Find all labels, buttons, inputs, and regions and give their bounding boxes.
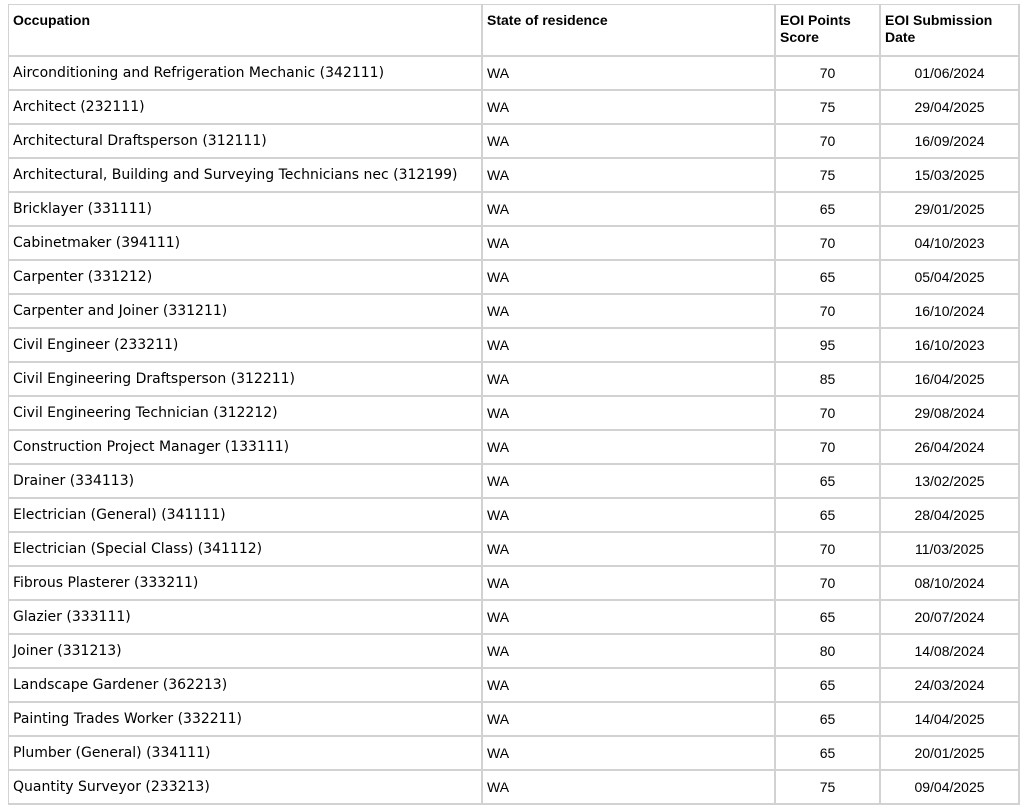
occupation-cell: Carpenter and Joiner (331211): [9, 295, 483, 329]
table-row: [9, 159, 1020, 193]
eoi-score-cell: 95: [776, 329, 881, 363]
header-date: EOI Submission Date: [881, 5, 1020, 57]
submission-date-cell: 28/04/2025: [881, 499, 1020, 533]
state-cell: WA: [483, 159, 776, 193]
occupation-cell: Landscape Gardener (362213): [9, 669, 483, 703]
occupation-cell: Joiner (331213): [9, 635, 483, 669]
occupation-cell: Architectural, Building and Surveying Technicians nec (312199): [9, 159, 483, 193]
eoi-score-cell: 65: [776, 601, 881, 635]
submission-date-cell: 20/01/2025: [881, 737, 1020, 771]
table-body: [9, 57, 1020, 805]
eoi-score-cell: 80: [776, 635, 881, 669]
state-cell: WA: [483, 397, 776, 431]
table-row: [9, 329, 1020, 363]
table-row: [9, 91, 1020, 125]
submission-date-cell: 08/10/2024: [881, 567, 1020, 601]
state-cell: WA: [483, 465, 776, 499]
table-row: [9, 431, 1020, 465]
eoi-score-cell: 70: [776, 431, 881, 465]
submission-date-cell: 26/04/2024: [881, 431, 1020, 465]
table-row: [9, 227, 1020, 261]
table-row: [9, 499, 1020, 533]
state-cell: WA: [483, 227, 776, 261]
occupation-cell: Plumber (General) (334111): [9, 737, 483, 771]
occupation-cell: Architect (232111): [9, 91, 483, 125]
table-row: [9, 669, 1020, 703]
eoi-score-cell: 70: [776, 567, 881, 601]
table-row: [9, 261, 1020, 295]
state-cell: WA: [483, 635, 776, 669]
eoi-score-cell: 75: [776, 159, 881, 193]
eoi-score-cell: 65: [776, 465, 881, 499]
eoi-score-cell: 70: [776, 227, 881, 261]
submission-date-cell: 29/04/2025: [881, 91, 1020, 125]
state-cell: WA: [483, 261, 776, 295]
table-row: [9, 465, 1020, 499]
state-cell: WA: [483, 125, 776, 159]
table-row: [9, 737, 1020, 771]
occupation-cell: Bricklayer (331111): [9, 193, 483, 227]
table-row: [9, 397, 1020, 431]
table-row: [9, 295, 1020, 329]
occupation-cell: Electrician (General) (341111): [9, 499, 483, 533]
submission-date-cell: 09/04/2025: [881, 771, 1020, 805]
submission-date-cell: 20/07/2024: [881, 601, 1020, 635]
submission-date-cell: 16/04/2025: [881, 363, 1020, 397]
header-score: EOI Points Score: [776, 5, 881, 57]
occupation-cell: Civil Engineering Draftsperson (312211): [9, 363, 483, 397]
occupation-cell: Electrician (Special Class) (341112): [9, 533, 483, 567]
header-state: State of residence: [483, 5, 776, 57]
table-row: [9, 363, 1020, 397]
occupation-cell: Civil Engineer (233211): [9, 329, 483, 363]
table-row: [9, 57, 1020, 91]
state-cell: WA: [483, 669, 776, 703]
state-cell: WA: [483, 295, 776, 329]
header-row: [9, 5, 1020, 57]
state-cell: WA: [483, 567, 776, 601]
eoi-score-cell: 65: [776, 193, 881, 227]
occupation-cell: Construction Project Manager (133111): [9, 431, 483, 465]
submission-date-cell: 13/02/2025: [881, 465, 1020, 499]
eoi-table: [8, 4, 1020, 805]
submission-date-cell: 14/08/2024: [881, 635, 1020, 669]
state-cell: WA: [483, 771, 776, 805]
header-occupation: Occupation: [9, 5, 483, 57]
occupation-cell: Cabinetmaker (394111): [9, 227, 483, 261]
occupation-cell: Architectural Draftsperson (312111): [9, 125, 483, 159]
table-row: [9, 703, 1020, 737]
eoi-score-cell: 70: [776, 125, 881, 159]
table-row: [9, 601, 1020, 635]
eoi-score-cell: 65: [776, 703, 881, 737]
submission-date-cell: 11/03/2025: [881, 533, 1020, 567]
table-row: [9, 771, 1020, 805]
occupation-cell: Civil Engineering Technician (312212): [9, 397, 483, 431]
occupation-cell: Quantity Surveyor (233213): [9, 771, 483, 805]
submission-date-cell: 04/10/2023: [881, 227, 1020, 261]
state-cell: WA: [483, 91, 776, 125]
eoi-score-cell: 85: [776, 363, 881, 397]
submission-date-cell: 16/10/2024: [881, 295, 1020, 329]
submission-date-cell: 05/04/2025: [881, 261, 1020, 295]
table-row: [9, 533, 1020, 567]
submission-date-cell: 15/03/2025: [881, 159, 1020, 193]
state-cell: WA: [483, 193, 776, 227]
eoi-score-cell: 65: [776, 499, 881, 533]
submission-date-cell: 29/08/2024: [881, 397, 1020, 431]
state-cell: WA: [483, 601, 776, 635]
occupation-cell: Drainer (334113): [9, 465, 483, 499]
state-cell: WA: [483, 533, 776, 567]
state-cell: WA: [483, 431, 776, 465]
eoi-score-cell: 65: [776, 669, 881, 703]
eoi-score-cell: 65: [776, 261, 881, 295]
state-cell: WA: [483, 703, 776, 737]
occupation-cell: Carpenter (331212): [9, 261, 483, 295]
table-row: [9, 635, 1020, 669]
occupation-cell: Glazier (333111): [9, 601, 483, 635]
table-row: [9, 193, 1020, 227]
eoi-score-cell: 70: [776, 533, 881, 567]
eoi-score-cell: 75: [776, 91, 881, 125]
eoi-score-cell: 70: [776, 397, 881, 431]
submission-date-cell: 01/06/2024: [881, 57, 1020, 91]
occupation-cell: Painting Trades Worker (332211): [9, 703, 483, 737]
table-row: [9, 125, 1020, 159]
submission-date-cell: 16/10/2023: [881, 329, 1020, 363]
occupation-cell: Airconditioning and Refrigeration Mechanic (342111): [9, 57, 483, 91]
occupation-cell: Fibrous Plasterer (333211): [9, 567, 483, 601]
state-cell: WA: [483, 363, 776, 397]
submission-date-cell: 16/09/2024: [881, 125, 1020, 159]
state-cell: WA: [483, 329, 776, 363]
eoi-score-cell: 65: [776, 737, 881, 771]
submission-date-cell: 24/03/2024: [881, 669, 1020, 703]
state-cell: WA: [483, 499, 776, 533]
eoi-score-cell: 70: [776, 57, 881, 91]
eoi-score-cell: 75: [776, 771, 881, 805]
table-header: [9, 5, 1020, 57]
table-row: [9, 567, 1020, 601]
state-cell: WA: [483, 737, 776, 771]
submission-date-cell: 29/01/2025: [881, 193, 1020, 227]
state-cell: WA: [483, 57, 776, 91]
eoi-score-cell: 70: [776, 295, 881, 329]
submission-date-cell: 14/04/2025: [881, 703, 1020, 737]
